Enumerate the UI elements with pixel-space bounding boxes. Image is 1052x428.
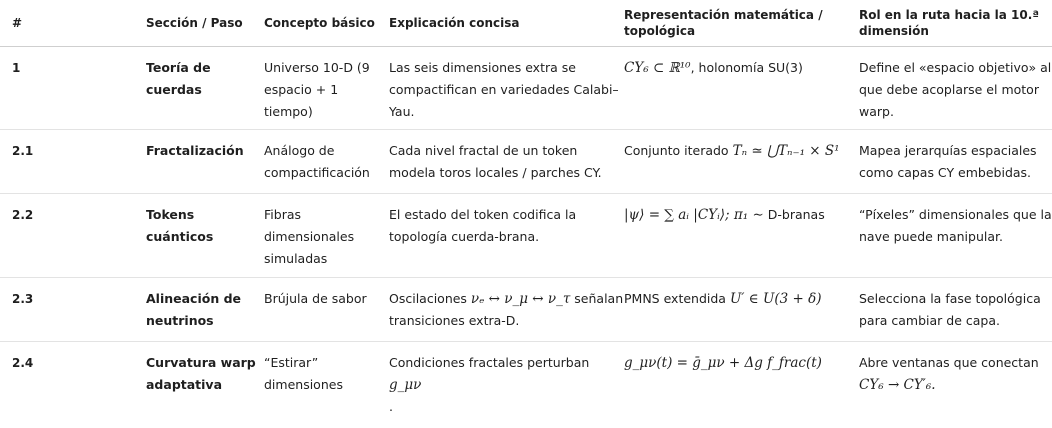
cell-math bbox=[624, 47, 859, 130]
math-text: Conjunto iterado bbox=[624, 143, 733, 158]
cell-num: 1 bbox=[0, 47, 146, 130]
header-concept: Concepto básico bbox=[264, 0, 389, 47]
cell-concept: “Estirar” dimensiones bbox=[264, 355, 343, 392]
table-row bbox=[0, 194, 1052, 278]
cell-role bbox=[859, 342, 1052, 428]
cell-math bbox=[624, 130, 859, 194]
math-formula: U′ ∈ U(3 + δ) bbox=[729, 291, 822, 307]
header-num: # bbox=[0, 0, 146, 47]
explanation-text: . bbox=[389, 399, 393, 414]
cell-section: Alineación de neutrinos bbox=[146, 278, 264, 342]
header-section: Sección / Paso bbox=[146, 0, 264, 47]
explanation-formula: g_μν bbox=[389, 377, 422, 393]
math-formula: |ψ⟩ = ∑ aᵢ |CYᵢ⟩; π₁ ∼ bbox=[624, 207, 764, 223]
cell-concept: Brújula de sabor bbox=[264, 278, 389, 342]
cell-explanation bbox=[389, 278, 624, 342]
explanation-formula: νₑ ↔ ν_μ ↔ ν_τ bbox=[470, 291, 571, 307]
table-row bbox=[0, 47, 1052, 130]
header-explanation: Explicación concisa bbox=[389, 0, 624, 47]
table-row bbox=[0, 278, 1052, 342]
header-row bbox=[0, 0, 1052, 47]
cell-explanation: Las seis dimensiones extra se compactifican en variedades Calabi–Yau. bbox=[389, 47, 624, 130]
cell-section: Curvatura warp adaptativa bbox=[146, 355, 256, 392]
table-row bbox=[0, 130, 1052, 194]
math-text: PMNS extendida bbox=[624, 291, 730, 306]
header-role: Rol en la ruta hacia la 10.ª dimensión bbox=[859, 0, 1052, 47]
cell-num: 2.4 bbox=[12, 356, 34, 370]
math-text: D-branas bbox=[763, 207, 825, 222]
cell-section: Teoría de cuerdas bbox=[146, 47, 264, 130]
role-formula: CY₆ → CY′₆. bbox=[859, 377, 936, 393]
cell-num: 2.2 bbox=[0, 194, 146, 278]
explanation-text: Oscilaciones bbox=[389, 291, 471, 306]
cell-concept: Fibras dimensionales simuladas bbox=[264, 194, 389, 278]
cell-num: 2.3 bbox=[0, 278, 146, 342]
cell-role: Selecciona la fase topológica para cambiar de capa. bbox=[859, 278, 1052, 342]
math-formula: g_μν(t) = ḡ_μν + Δg f_frac(t) bbox=[624, 355, 822, 371]
cell-explanation: Cada nivel fractal de un token modela toros locales / parches CY. bbox=[389, 130, 624, 194]
explanation-text: señalan transiciones extra-D. bbox=[389, 291, 624, 328]
cell-role: “Píxeles” dimensionales que la nave puede manipular. bbox=[859, 194, 1052, 278]
cell-explanation bbox=[389, 342, 624, 428]
header-math: Representación matemática / topológica bbox=[624, 0, 859, 47]
cell-math bbox=[624, 194, 859, 278]
cell-concept: Universo 10-D (9 espacio + 1 tiempo) bbox=[264, 47, 389, 130]
math-text: , holonomía SU(3) bbox=[690, 60, 803, 75]
cell-role: Define el «espacio objetivo» al que debe acoplarse el motor warp. bbox=[859, 47, 1052, 130]
cell-math bbox=[624, 278, 859, 342]
role-text: Abre ventanas que conectan bbox=[859, 355, 1039, 370]
cell-explanation: El estado del token codifica la topología cuerda-brana. bbox=[389, 194, 624, 278]
cell-role: Mapea jerarquías espaciales como capas CY embebidas. bbox=[859, 130, 1052, 194]
cell-section: Tokens cuánticos bbox=[146, 194, 264, 278]
table-row bbox=[0, 342, 1052, 428]
cell-concept: Análogo de compactificación bbox=[264, 130, 389, 194]
cell-math bbox=[624, 342, 859, 428]
math-formula: Tₙ ≃ ⋃Tₙ₋₁ × S¹ bbox=[732, 143, 840, 159]
cell-num: 2.1 bbox=[0, 130, 146, 194]
cell-section: Fractalización bbox=[146, 130, 264, 194]
explanation-text: Condiciones fractales perturban bbox=[389, 355, 590, 370]
math-formula: CY₆ ⊂ ℝ¹⁰ bbox=[624, 60, 691, 76]
